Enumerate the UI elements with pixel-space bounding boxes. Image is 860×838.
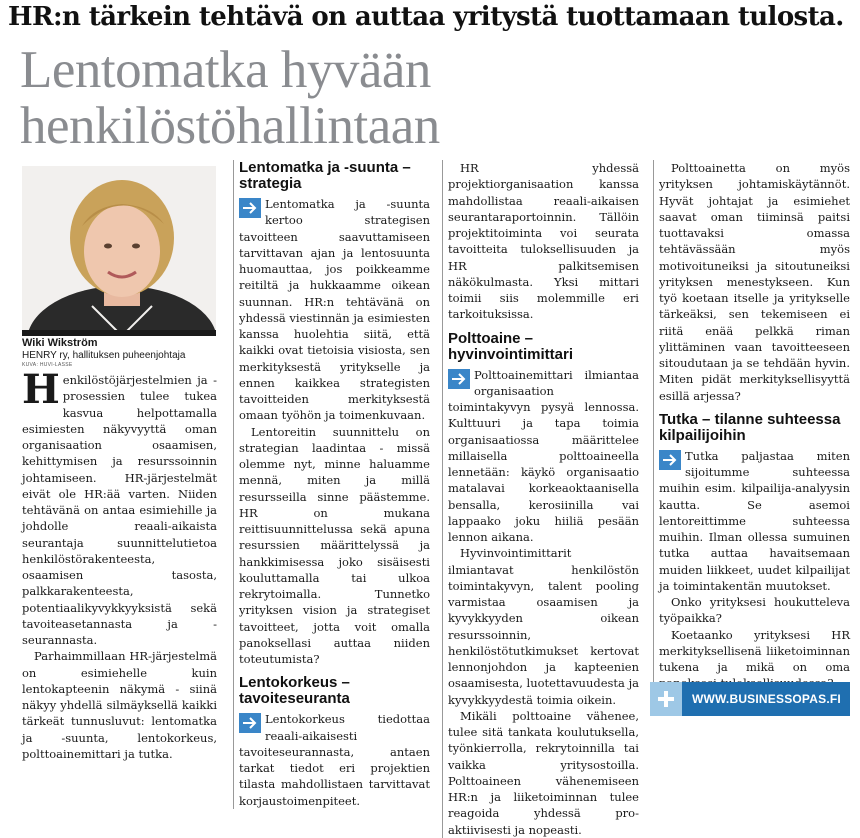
column-4: [653, 160, 850, 692]
column-2: [233, 160, 430, 809]
dropcap: H: [22, 366, 60, 413]
paragraph: Lentoreitin suunnittelu on strategian laadintaa - missä olemme nyt, minne haluamme mennä, miten ja millä resursseilla sinne päästemme. HR on mukana reittisuunnittelussa sekä apuna resurssien määrittelyssä ja hankkimisessa joko sisäisesti kouluttamalla tai ulkoa rekrytoimalla. Tunnetko yrityksen vision ja strategiset tavoitteet, jotta voit omalla panoksellasi auttaa niiden toteutumista?: [239, 424, 430, 666]
headline-line-2: henkilöstöhallintaan: [20, 97, 440, 155]
kicker-headline: HR:n tärkein tehtävä on auttaa yritystä tuottamaan tulosta.: [8, 2, 844, 32]
photo-divider: [22, 330, 216, 336]
paragraph: HR yhdessä projektiorganisaation kanssa mahdollistaa reaali-aikaisen seurantaraportoinnin. Tällöin projektitoiminta voi seurata tavoitteita tuloksellisuuden ja HR palkitsemisen näkökulmasta. Yksi mittari toimii siis molemmille eri tarkoituksissa.: [448, 161, 639, 322]
paragraph: Parhaimmillaan HR-järjestelmä on esimiehelle kuin lentokapteenin näkymä - siinä näkyy yhdellä silmäyksellä kaikki tärkeät tunnusluvut: lentomatka ja -suunta, lentokorkeus, polttoainemittari ja tutka.: [22, 649, 217, 761]
byline-title: HENRY ry, hallituksen puheenjohtaja: [22, 350, 186, 361]
author-portrait-image: [22, 166, 216, 336]
paragraph: Polttoainemittari ilmiantaa organisaation toimintakyvyn pysyä lennossa. Kulttuuri ja tapa toimia organisaatiossa määrittelee millaisella polttoaineella lennetään: käykö organisaatio matalavai korkeaoktaanisella bensalla, kerosiinilla vai lappaako joku hiiliä pesään lennon aikana.: [448, 367, 639, 544]
headline-line-1: Lentomatka hyvään: [20, 41, 431, 99]
section-heading-fuel: Polttoaine – hyvinvointimittari: [448, 329, 574, 363]
paragraph: Polttoainetta on myös yrityksen johtamiskäytännöt. Hyvät johtajat ja esimiehet saavat oman tiiminsä paitsi tuottavaksi omassa tehtävässään myös motivoituneiksi ja sitoutuneiksi yrityksen menestykseen. Kun työ koetaan itselle ja yritykselle tärkeäksi, sen tekemiseen ei riitä enää pelkkä riman ylittäminen vaan tavoitteeseen sitoudutaan ja se tehdään hyvin. Miten pidät merkityksellisyyttä esillä arjessa?: [659, 161, 850, 403]
byline: [22, 337, 218, 369]
paragraph: Mikäli polttoaine vähenee, tulee sitä tankata koulutuksella, työnkierrolla, rekrytoinnilla tai vaikka yritysostoilla. Polttoaineen vähenemiseen HR:n ja liiketoiminnan tulee reagoida yhdessä pro-aktiivisesti ja nopeasti.: [448, 708, 639, 837]
website-link[interactable]: WWW.BUSINESSOPAS.FI: [692, 692, 841, 706]
arrow-right-icon: [448, 369, 470, 389]
intro-paragraph: Henkilöstöjärjestelmien ja -prosessien tulee tukea kasvua helpottamalla esimiesten näkyvyyttä oman organisaation osaamisen, kehittymisen ja resurssoinnin johtamiseen. HR-järjestelmät eivät ole HR:ää varten. Niiden tehtävänä on antaa esimiehille ja johdolle reaali-aikaista seurantaja suunnittelutietoa henkilöstörakenteesta, osaamisen tasosta, palkkarakenteesta, potentiaalikyvykkyyksistä sekä tavoiteasetannasta ja -seurannasta.: [22, 366, 217, 647]
section-heading-strategy: Lentomatka ja -suunta – strategia: [239, 159, 411, 192]
section-heading-altitude: Lentokorkeus – tavoiteseuranta: [239, 674, 350, 708]
arrow-right-icon: [239, 198, 261, 218]
author-photo: [22, 166, 216, 336]
arrow-right-icon: [239, 713, 261, 733]
byline-name: Wiki Wikström: [22, 337, 98, 349]
paragraph: Koetaanko yrityksesi HR merkityksellisenä liiketoiminnan tukena ja mikä on oma: [659, 627, 850, 674]
website-banner[interactable]: [650, 682, 850, 716]
column-1: [22, 366, 217, 762]
paragraph: Lentokorkeus tiedottaa reaali-aikaisesti tavoiteseurannasta, antaen tarkat tiedot eri projektien tilasta mahdollistaen tarvittavat korjaustoimenpiteet.: [239, 712, 430, 808]
photo-credit: KUVA: HUVI-LASSE: [22, 362, 73, 368]
paragraph: Hyvinvointimittarit ilmiantavat henkilöstön toimintakyvyn, talent pooling varmistaa osaamisen ja kyvykkyyden oikean resurssoinnin, henkilöstötutkimukset kertovat lennonjohdon ja kapteenien osaamisesta, luotettavuudesta ja kyvykkyydestä toimia oikein.: [448, 546, 639, 707]
section-heading-radar: Tutka – tilanne suhteessa kilpailijoihin: [659, 410, 841, 444]
column-3: [442, 160, 639, 838]
paragraph: Lentomatka ja -suunta kertoo strategisen tavoitteen saavuttamiseen tarvittavan ajan ja lentosuunta huomauttaa, jos poikkeamme reitiltä ja hukkaamme oikean suunnan. HR:n tehtävänä on yhdessä viestinnän ja esimiesten kanssa huolehtia siitä, että kaikki ovat tietoisia visiosta, sen merkityksestä yritykselle ja ennen kaikkea strategisten tavoitteiden merkityksestä omaan työhön ja toimenkuvaan.: [239, 197, 430, 423]
plus-icon: [650, 682, 682, 716]
arrow-right-icon: [659, 450, 681, 470]
article-headline: [20, 42, 440, 154]
paragraph: Tutka paljastaa miten sijoitumme suhteessa muihin esim. kilpailija-analyysin kautta. Se asemoi lentoreittimme suhteessa muihin. Ilman ollessa sumuinen tutka auttaa havaitsemaan muiden liikkeet, uudet kilpailijat ja toimintakentän muutokset.: [659, 448, 850, 593]
paragraph: Onko yrityksesi houkutteleva työpaikka?: [659, 595, 850, 626]
